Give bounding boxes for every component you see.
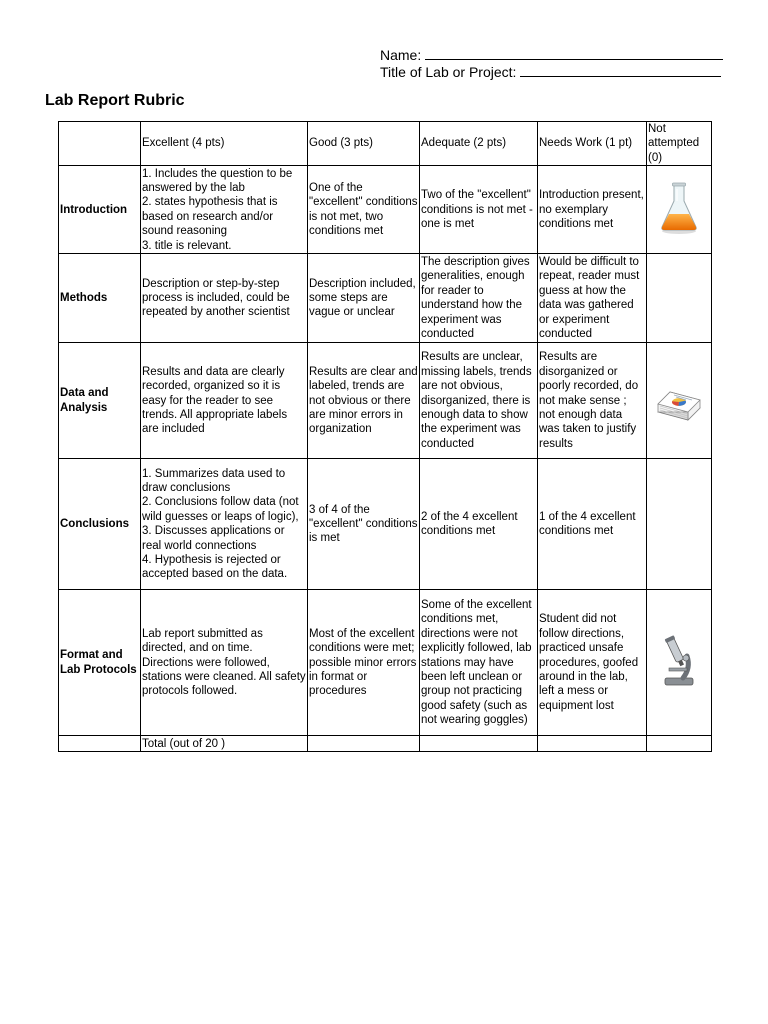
needs-work-format-protocols: Student did not follow directions, practiced unsafe procedures, goofed around in the lab, left a mess or equipment lost [538,590,647,736]
beaker-icon [657,181,701,235]
criterion-line: 1. Includes the question to be answered by the lab [142,167,293,194]
category-format-protocols: Format and Lab Protocols [59,590,141,736]
table-row [59,459,712,590]
not-attempted-conclusions [647,459,712,590]
column-header-adequate: Adequate (2 pts) [420,122,538,166]
adequate-introduction: Two of the "excellent" conditions is not met - one is met [420,166,538,254]
criterion-line: 2. Conclusions follow data (not wild guesses or leaps of logic), [142,496,299,523]
excellent-methods: Description or step-by-step process is included, could be repeated by another scientist [141,254,308,343]
not-attempted-data-analysis [647,343,712,459]
header-row [59,122,712,166]
total-good [308,736,420,752]
total-row-blank [59,736,141,752]
category-data-analysis: Data and Analysis [59,343,141,459]
total-not-attempted [647,736,712,752]
needs-work-methods: Would be difficult to repeat, reader must guess at how the data was gathered or experiment conducted [538,254,647,343]
needs-work-introduction: Introduction present, no exemplary conditions met [538,166,647,254]
column-header-not-attempted: Not attempted (0) [647,122,712,166]
project-title-line [380,63,721,80]
not-attempted-format-protocols [647,590,712,736]
needs-work-data-analysis: Results are disorganized or poorly recorded, do not make sense ; not enough data was taken to justify results [538,343,647,459]
not-attempted-methods [647,254,712,343]
rubric-table [58,121,712,752]
total-needs-work [538,736,647,752]
good-data-analysis: Results are clear and labeled, trends are not obvious or there are minor errors in organization [308,343,420,459]
adequate-format-protocols: Some of the excellent conditions met, directions were not explicitly followed, lab stations may have been left unclean or group not practicing good safety (such as not wearing goggles) [420,590,538,736]
name-line [380,46,723,63]
criterion-line: 3. Discusses applications or real world connections [142,525,285,552]
excellent-conclusions [141,459,308,590]
column-header-excellent: Excellent (4 pts) [141,122,308,166]
needs-work-conclusions: 1 of the 4 excellent conditions met [538,459,647,590]
not-attempted-introduction [647,166,712,254]
document-title: Lab Report Rubric [45,92,185,109]
good-conclusions: 3 of 4 of the "excellent" conditions is met [308,459,420,590]
project-title-label: Title of Lab or Project: [380,64,517,80]
good-format-protocols: Most of the excellent conditions were met; possible minor errors in format or procedures [308,590,420,736]
good-introduction: One of the "excellent" conditions is not met, two conditions met [308,166,420,254]
project-title-field[interactable] [520,63,721,77]
total-adequate [420,736,538,752]
table-row [59,254,712,343]
column-header-blank [59,122,141,166]
column-header-good: Good (3 pts) [308,122,420,166]
excellent-introduction [141,166,308,254]
table-row [59,343,712,459]
criterion-line: 4. Hypothesis is rejected or accepted based on the data. [142,554,288,581]
total-row [59,736,712,752]
adequate-methods: The description gives generalities, enough for reader to understand how the experiment was conducted [420,254,538,343]
excellent-data-analysis: Results and data are clearly recorded, organized so it is easy for the reader to see trends. All appropriate labels are included [141,343,308,459]
column-header-needs-work: Needs Work (1 pt) [538,122,647,166]
total-label: Total (out of 20 ) [141,736,308,752]
criterion-line: 1. Summarizes data used to draw conclusions [142,467,286,494]
table-row [59,166,712,254]
good-methods: Description included, some steps are vague or unclear [308,254,420,343]
adequate-data-analysis: Results are unclear, missing labels, trends are not obvious, disorganized, there is enough data to show the experiment was conducted [420,343,538,459]
criterion-line: 3. title is relevant. [142,239,232,252]
name-label: Name: [380,47,422,63]
category-conclusions: Conclusions [59,459,141,590]
table-row [59,590,712,736]
name-field[interactable] [425,46,723,60]
criterion-line: 2. states hypothesis that is based on research and/or sound reasoning [142,196,278,238]
category-methods: Methods [59,254,141,343]
microscope-icon [659,634,699,688]
report-chart-icon [654,374,704,424]
excellent-format-protocols: Lab report submitted as directed, and on time. Directions were followed, stations were cleaned. All safety protocols followed. [141,590,308,736]
adequate-conclusions: 2 of the 4 excellent conditions met [420,459,538,590]
category-introduction: Introduction [59,166,141,254]
